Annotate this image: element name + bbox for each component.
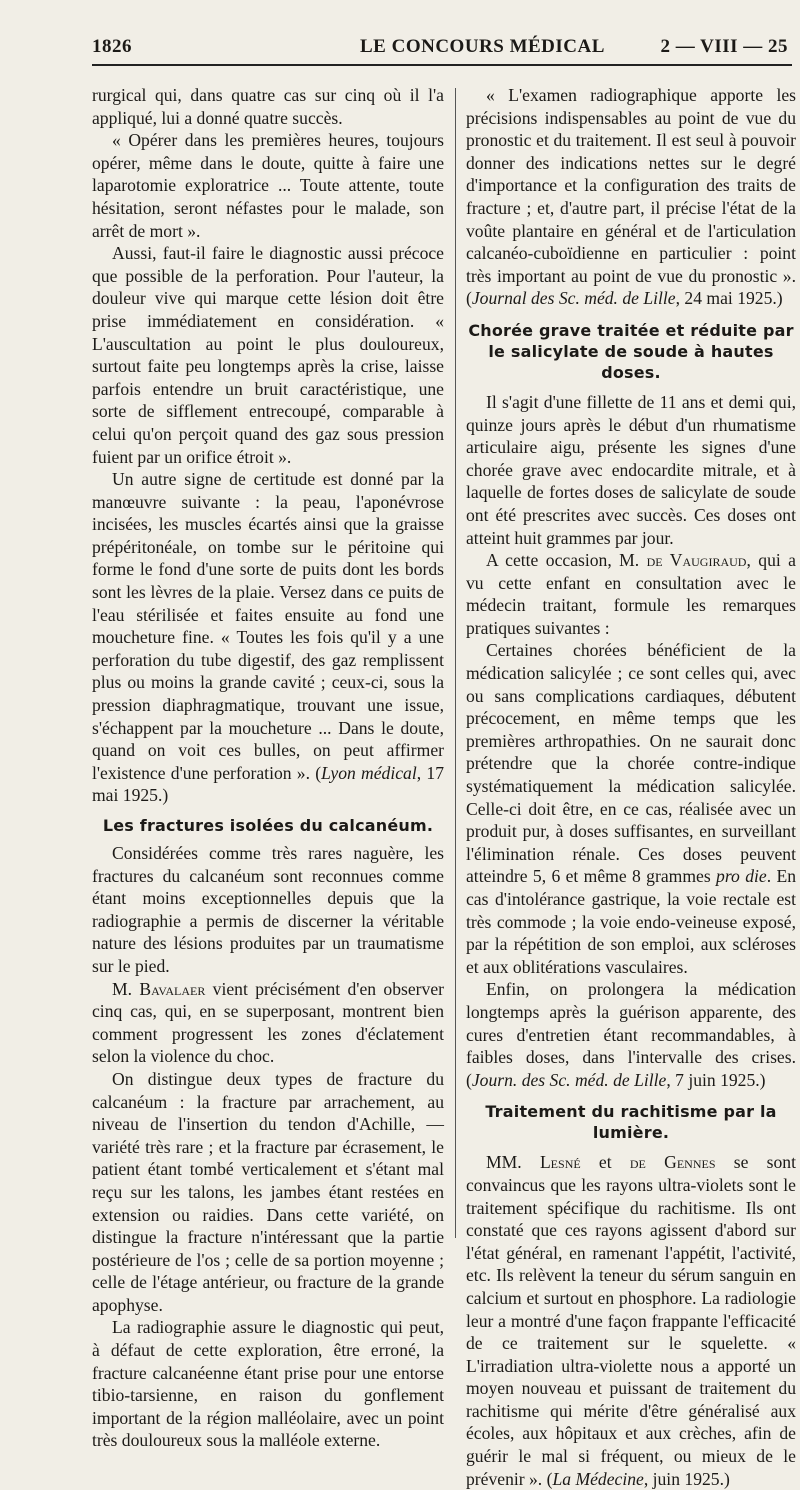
paragraph: La radiographie assure le diagnostic qui peut, à défaut de cette exploration, être erroné, la fracture calcanéenne étant prise pour une entorse tibio-tarsienne, en raison du gonflement important de la région malléolaire, avec un point très douloureux sous la malléole externe. bbox=[92, 1317, 444, 1451]
citation-date: , 24 mai 1925.) bbox=[675, 288, 783, 309]
citation-date: , 7 juin 1925.) bbox=[666, 1069, 766, 1090]
paragraph-text: A cette occasion, M. bbox=[486, 550, 640, 571]
paragraph-text: Enfin, on prolongera la médication longtemps après la guérison apparente, des cures d'entretien étant recommandables, à faibles doses, dans l'intervalle des crises. ( bbox=[466, 979, 796, 1090]
paragraph bbox=[466, 1151, 796, 1490]
section-heading: Les fractures isolées du calcanéum. bbox=[102, 816, 434, 835]
paragraph: « Opérer dans les premières heures, toujours opérer, même dans le doute, quitte à faire une laparotomie exploratrice ... Toute attente, toute hésitation, seront néfastes pour le malade, son arrêt de mort ». bbox=[92, 130, 444, 241]
citation-date: , juin 1925.) bbox=[643, 1468, 730, 1489]
paragraph-text: , qui a vu cette enfant en consultation avec le médecin traitant, formule les remarques pratiques suivantes : bbox=[466, 550, 796, 638]
paragraph: rurgical qui, dans quatre cas sur cinq où il l'a appliqué, lui a donné quatre succès. bbox=[92, 85, 444, 128]
paragraph bbox=[92, 468, 444, 807]
paragraph-text: Certaines chorées bénéficient de la médication salicylée ; ce sont celles qui, avec ou sans complications cardiaques, débutent précocement, en même temps que les premières arthropathies. On ne saurait donc prétendre que la chorée contre-indique systématiquement la médication salicylée. Celle-ci doit être, en ce cas, réalisée avec un produit pur, à doses suffisantes, en surveillant l'élimination rénale. Ces doses peuvent atteindre 5, 6 et même 8 grammes bbox=[466, 640, 796, 887]
page-number: 1826 bbox=[92, 36, 132, 57]
paragraph-text: « L'examen radiographique apporte les précisions indispensables au point de vue du pronostic et du traitement. Il est seul à pouvoir donner des indications nettes sur le degré d'importance et la configuration des traits de fracture ; et, d'autre part, il précise l'état de la voûte plantaire en général et de l'articulation calcanéo-cuboïdienne en particulier : point très important au point de vue du pronostic ». ( bbox=[466, 85, 796, 309]
paragraph bbox=[466, 978, 796, 1091]
paragraph bbox=[466, 549, 796, 639]
latin-term: pro die bbox=[716, 866, 767, 887]
citation-date: , 17 mai 1925.) bbox=[92, 762, 444, 806]
paragraph-text: Un autre signe de certitude est donné par la manœuvre suivante : la peau, l'aponévrose incisées, les muscles écartés ainsi que la graisse prépéritonéale, on tombe sur le péritoine qui forme le fond d'une sorte de puits dont les bords sont les lèvres de la plaie. Versez dans ce puits de l'eau stérilisée et faites ensuite au fond une moucheture fine. « Toutes les fois qu'il y a une perforation du tube digestif, des gaz remplissent plus ou moins la grande cavité ; ceux-ci, sous la pression diaphragmatique, trouvant une issue, s'échappent par la moucheture ... Dans le doute, quand on voit ces bulles, on peut affirmer l'existence d'une perforation ». ( bbox=[92, 469, 444, 783]
section-heading: Chorée grave traitée et réduite par le salicylate de soude à hautes doses. bbox=[468, 320, 794, 382]
right-column bbox=[466, 84, 796, 1490]
paragraph-text: se sont convaincus que les rayons ultra-violets sont le traitement spécifique du rachitisme. Ils ont constaté que ces rayons agissent d'abord sur l'état général, en ramenant l'appétit, l'activité, etc. Ils relèvent la teneur du sérum sanguin en calcium et surtout en phosphore. La radiologie leur a montré d'une façon frappante l'efficacité de ce traitement sur le squelette. « L'irradiation ultra-violette nous a apporté un moyen nouveau et puissant de traitement du rachitisme qui mérite d'être généralisé aux écoles, aux hôpitaux et aux crèches, afin de guérir le mal si fréquent, ou mieux de le prévenir ». ( bbox=[466, 1152, 796, 1489]
paragraph: Aussi, faut-il faire le diagnostic aussi précoce que possible de la perforation. Pour l'auteur, la douleur vive qui marque cette lésion doit être prise immédiatement en considération. « L'auscultation au point le plus douloureux, surtout faite peu longtemps après la crise, laisse parfois entendre un bruit caractéristique, une sorte de sifflement entrecoupé, comparable à celui qu'on perçoit quand des gaz sous pression fuient par un orifice étroit ». bbox=[92, 243, 444, 467]
paragraph-text: MM. bbox=[486, 1152, 522, 1173]
journal-title: LE CONCOURS MÉDICAL bbox=[360, 36, 605, 57]
paragraph: Considérées comme très rares naguère, les fractures du calcanéum sont reconnues comme étant moins exceptionnelles depuis que la radiographie a permis de discerner la véritable nature des lésions produites par un traumatisme sur le pied. bbox=[92, 843, 444, 976]
author-name: Bavalaer bbox=[139, 978, 206, 999]
paragraph-text: vient précisément d'en observer cinq cas, qui, en se superposant, montrent bien comment progressent les zones d'éclatement selon la violence du choc. bbox=[92, 978, 444, 1067]
paragraph bbox=[466, 639, 796, 978]
issue-date: 2 — VIII — 25 bbox=[660, 36, 788, 57]
paragraph-text: M. bbox=[112, 978, 133, 999]
paragraph-text: et bbox=[580, 1152, 630, 1173]
left-column bbox=[92, 84, 444, 1452]
paragraph: Il s'agit d'une fillette de 11 ans et demi qui, quinze jours après le début d'un rhumatisme articulaire aigu, présente les signes d'une chorée grave avec endocardite mitrale, et à laquelle de fortes doses de salicylate de soude ont été prescrites avec succès. Ces doses ont atteint huit grammes par jour. bbox=[466, 391, 796, 548]
author-name: Lesné bbox=[539, 1152, 581, 1173]
paragraph bbox=[92, 978, 444, 1068]
paragraph-text: . En cas d'intolérance gastrique, la voie rectale est très commode ; la voie endo-veineuse exposé, par la répétition de son emploi, aux scléroses et aux oblitérations vasculaires. bbox=[466, 866, 797, 977]
paragraph bbox=[466, 84, 796, 310]
column-divider bbox=[455, 88, 456, 1238]
citation-source: La Médecine bbox=[552, 1468, 644, 1489]
citation-source: Journal des Sc. méd. de Lille bbox=[471, 288, 676, 309]
paragraph: On distingue deux types de fracture du calcanéum : la fracture par arrachement, au niveau de l'insertion du tendon d'Achille, — variété très rare ; et la fracture par écrasement, le patient étant tombé verticalement et s'étant mal reçu sur les talons, les jambes étant restées en extension ou raidies. Dans cette variété, on distingue la fracture n'intéressant que la partie postérieure de l'os ; celle de sa portion moyenne ; celle de l'étage antérieur, ou fracture de la grande apophyse. bbox=[92, 1068, 444, 1315]
author-name: de Vaugiraud bbox=[646, 550, 747, 571]
section-heading: Traitement du rachitisme par la lumière. bbox=[485, 1102, 777, 1143]
author-name: de Gennes bbox=[629, 1152, 716, 1173]
page-header bbox=[92, 34, 792, 66]
citation-source: Lyon médical bbox=[321, 762, 417, 783]
citation-source: Journ. des Sc. méd. de Lille bbox=[471, 1069, 667, 1090]
